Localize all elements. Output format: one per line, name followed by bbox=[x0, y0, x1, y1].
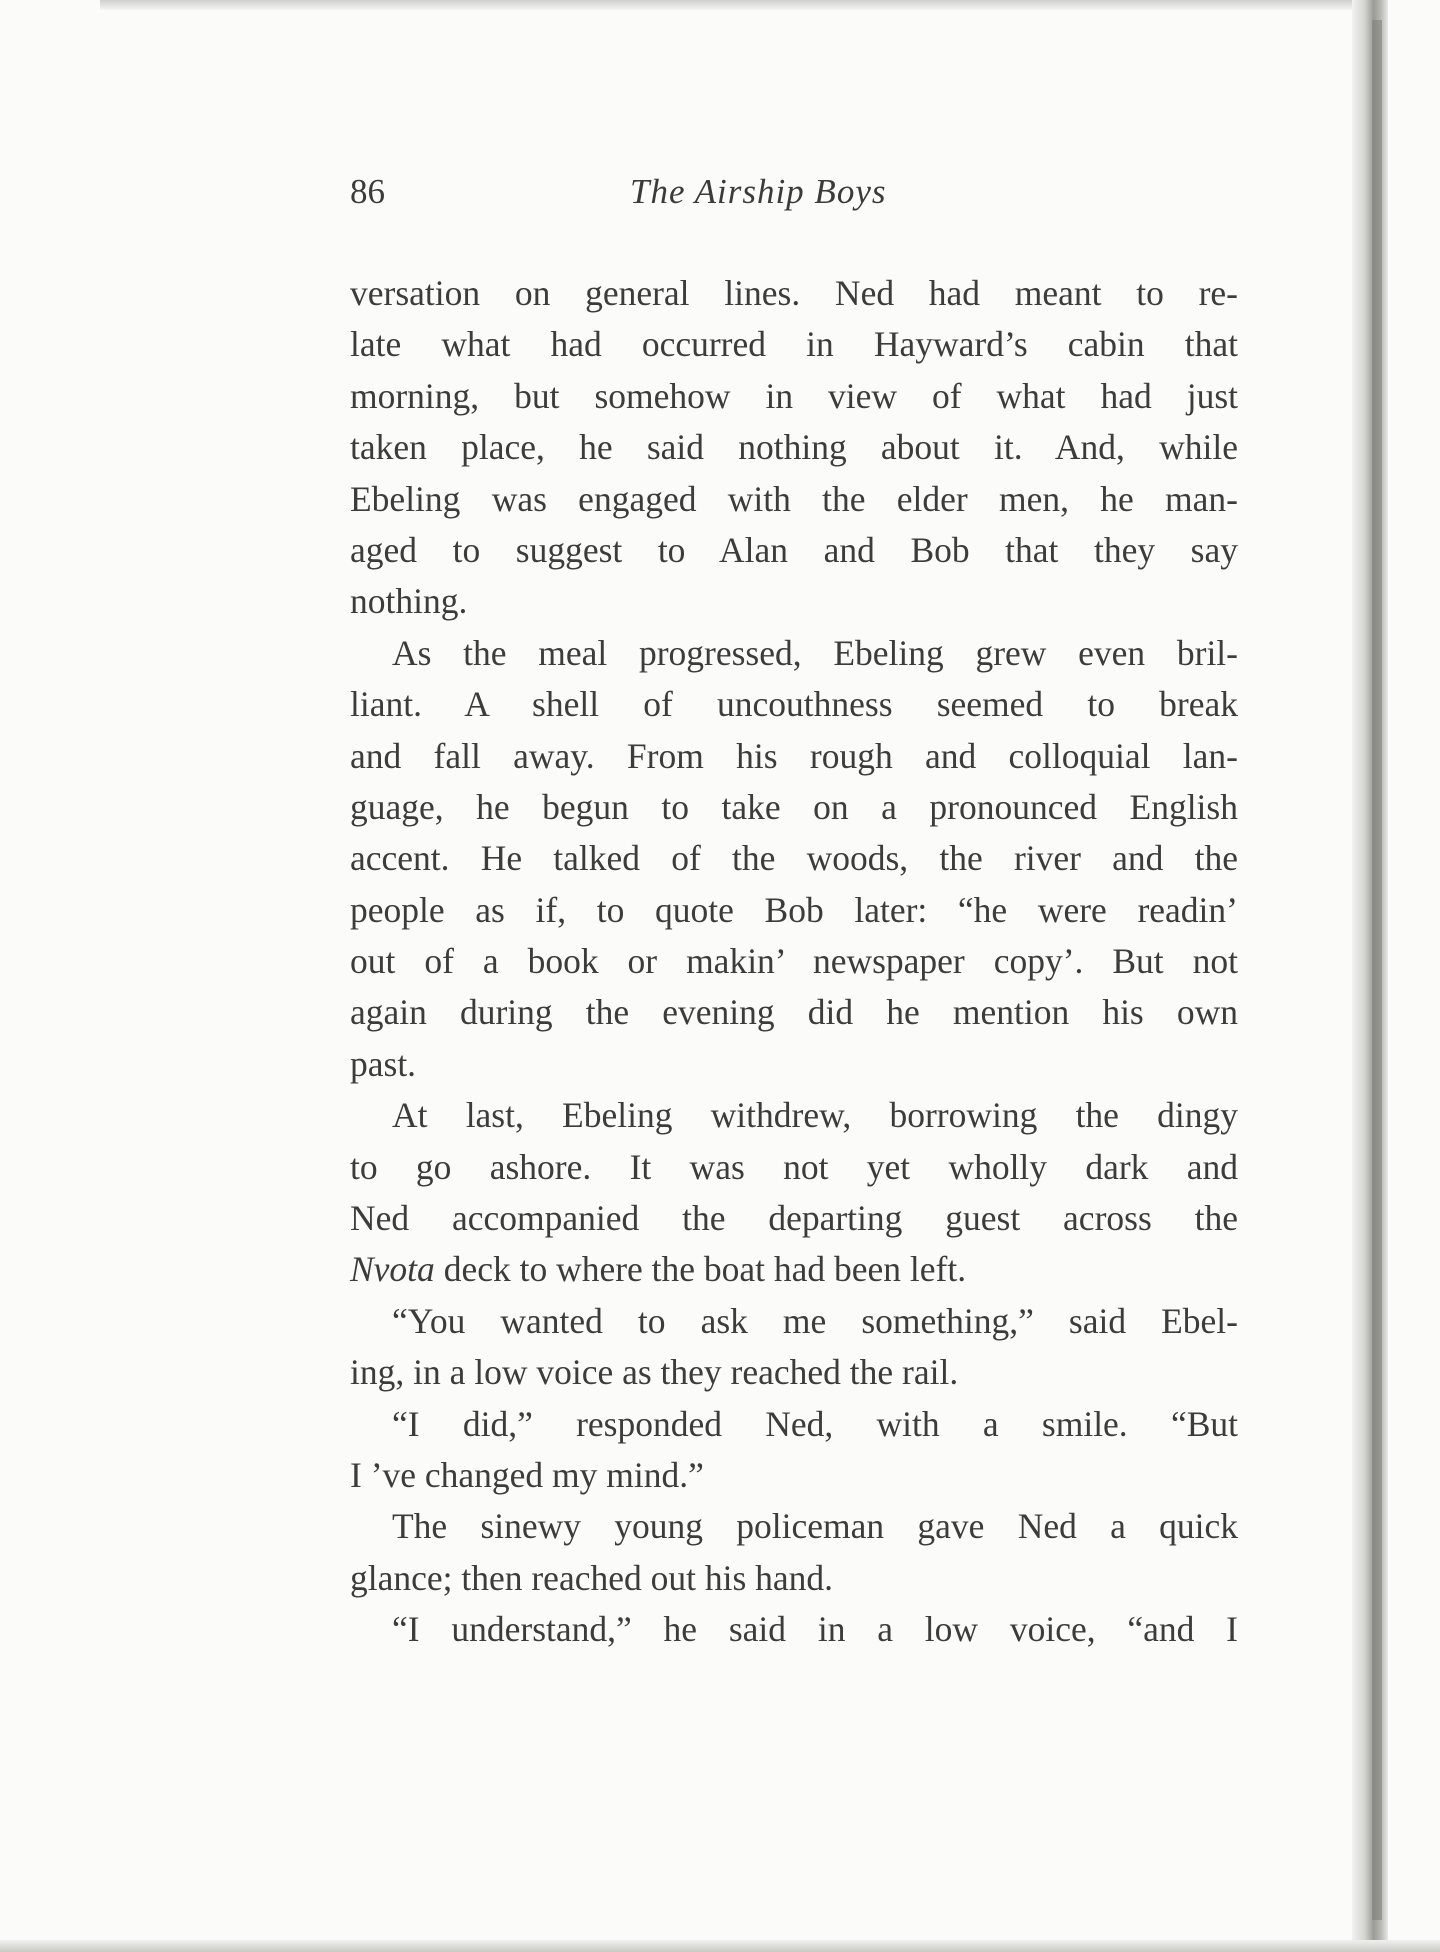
text-line: At last, Ebeling withdrew, borrowing the dingy bbox=[392, 1095, 1238, 1136]
text-line: nothing. bbox=[350, 581, 468, 622]
text-line-with-ship-name bbox=[350, 1244, 1238, 1295]
text-line: I ’ve changed my mind.” bbox=[350, 1454, 704, 1495]
book-title: The Airship Boys bbox=[630, 172, 887, 211]
text-line: The sinewy young policeman gave Ned a quick bbox=[392, 1506, 1238, 1547]
text-line: “You wanted to ask me something,” said Ebel- bbox=[392, 1300, 1238, 1341]
text-line: aged to suggest to Alan and Bob that they say bbox=[350, 529, 1238, 570]
text-line: and fall away. From his rough and colloquial lan- bbox=[350, 735, 1238, 776]
text-line: “I understand,” he said in a low voice, “and I bbox=[392, 1609, 1238, 1650]
page-number: 86 bbox=[350, 172, 385, 211]
text-line: “I did,” responded Ned, with a smile. “But bbox=[392, 1403, 1238, 1444]
page-top-edge bbox=[100, 0, 1380, 10]
text-line: accent. He talked of the woods, the river and the bbox=[350, 838, 1238, 879]
text-line: glance; then reached out his hand. bbox=[350, 1557, 834, 1598]
page-edge-shadow bbox=[1372, 20, 1382, 1920]
text-line: people as if, to quote Bob later: “he were readin’ bbox=[350, 889, 1238, 930]
text-line: taken place, he said nothing about it. And, while bbox=[350, 427, 1238, 468]
page-right-edge bbox=[1352, 0, 1388, 1952]
text-line: As the meal progressed, Ebeling grew even bril- bbox=[392, 632, 1238, 673]
text-line: Ned accompanied the departing guest across the bbox=[350, 1198, 1238, 1239]
text-fragment: deck to where the boat had been left. bbox=[443, 1249, 967, 1290]
text-line: to go ashore. It was not yet wholly dark and bbox=[350, 1146, 1238, 1187]
text-line: liant. A shell of uncouthness seemed to break bbox=[350, 684, 1238, 725]
text-line: guage, he begun to take on a pronounced English bbox=[350, 786, 1238, 827]
running-head bbox=[350, 172, 1230, 222]
ship-name: Nvota bbox=[350, 1249, 435, 1290]
text-line: late what had occurred in Hayward’s cabin that bbox=[350, 324, 1238, 365]
text-line: versation on general lines. Ned had meant to re- bbox=[350, 273, 1238, 313]
text-line: past. bbox=[350, 1043, 417, 1084]
text-line: Ebeling was engaged with the elder men, he man- bbox=[350, 478, 1238, 519]
text-line: ing, in a low voice as they reached the rail. bbox=[350, 1352, 959, 1393]
text-line: out of a book or makin’ newspaper copy’. But not bbox=[350, 941, 1238, 982]
page-bottom-edge bbox=[0, 1940, 1440, 1952]
body-text bbox=[350, 268, 1238, 1656]
text-line: again during the evening did he mention his own bbox=[350, 992, 1238, 1033]
text-line: morning, but somehow in view of what had just bbox=[350, 375, 1238, 416]
